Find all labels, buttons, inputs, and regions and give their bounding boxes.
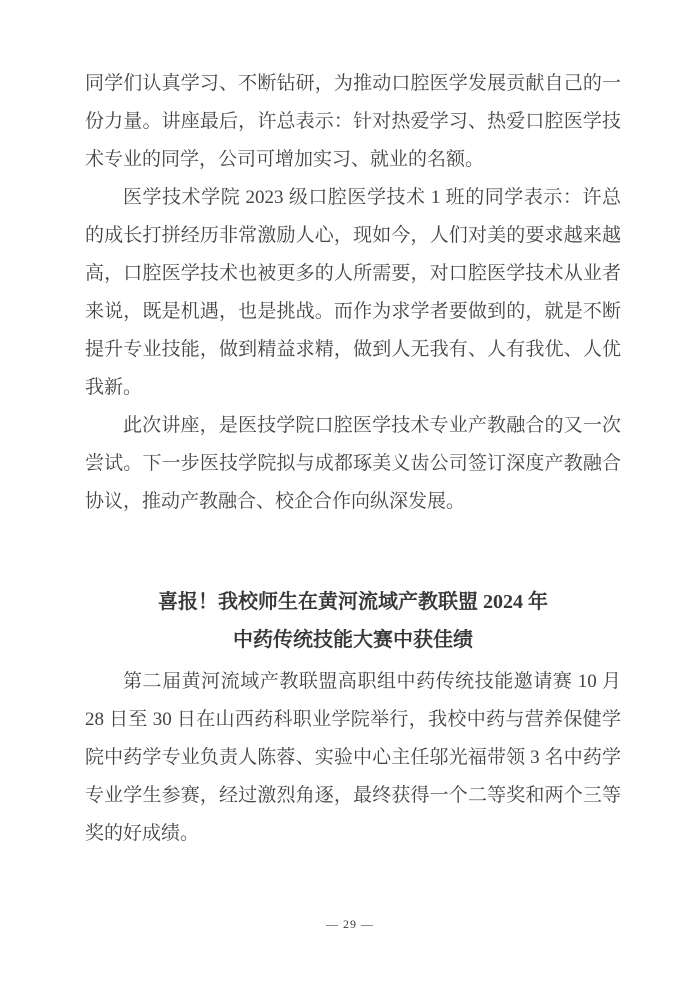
document-body [85, 65, 621, 853]
page-number: — 29 — [326, 917, 374, 931]
section-heading-line-1: 喜报！我校师生在黄河流域产教联盟 2024 年 [158, 591, 548, 613]
section-heading-line-2: 中药传统技能大赛中获佳绩 [233, 629, 473, 651]
paragraph-student-feedback: 医学技术学院 2023 级口腔医学技术 1 班的同学表示：许总的成长打拼经历非常激励人心，现如今，人们对美的要求越来越高，口腔医学技术也被更多的人所需要，对口腔医学技术从业者来说，既是机遇，也是挑战。而作为求学者要做到的，就是不断提升专业技能，做到精益求精，做到人无我有、人有我优、人优我新。 [85, 187, 621, 398]
section-heading [85, 583, 621, 659]
paragraph-cooperation-plan: 此次讲座，是医技学院口腔医学技术专业产教融合的又一次尝试。下一步医技学院拟与成都琢美义齿公司签订深度产教融合协议，推动产教融合、校企合作向纵深发展。 [85, 415, 621, 512]
paragraph-competition-news: 第二届黄河流域产教联盟高职组中药传统技能邀请赛 10 月 28 日至 30 日在山西药科职业学院举行，我校中药与营养保健学院中药学专业负责人陈蓉、实验中心主任邬光福带领 3 名中药学专业学生参赛，经过激烈角逐，最终获得一个二等奖和两个三等奖的好成绩。 [85, 671, 621, 844]
paragraph-lecture-conclusion: 同学们认真学习、不断钻研，为推动口腔医学发展贡献自己的一份力量。讲座最后，许总表示：针对热爱学习、热爱口腔医学技术专业的同学，公司可增加实习、就业的名额。 [85, 73, 621, 170]
